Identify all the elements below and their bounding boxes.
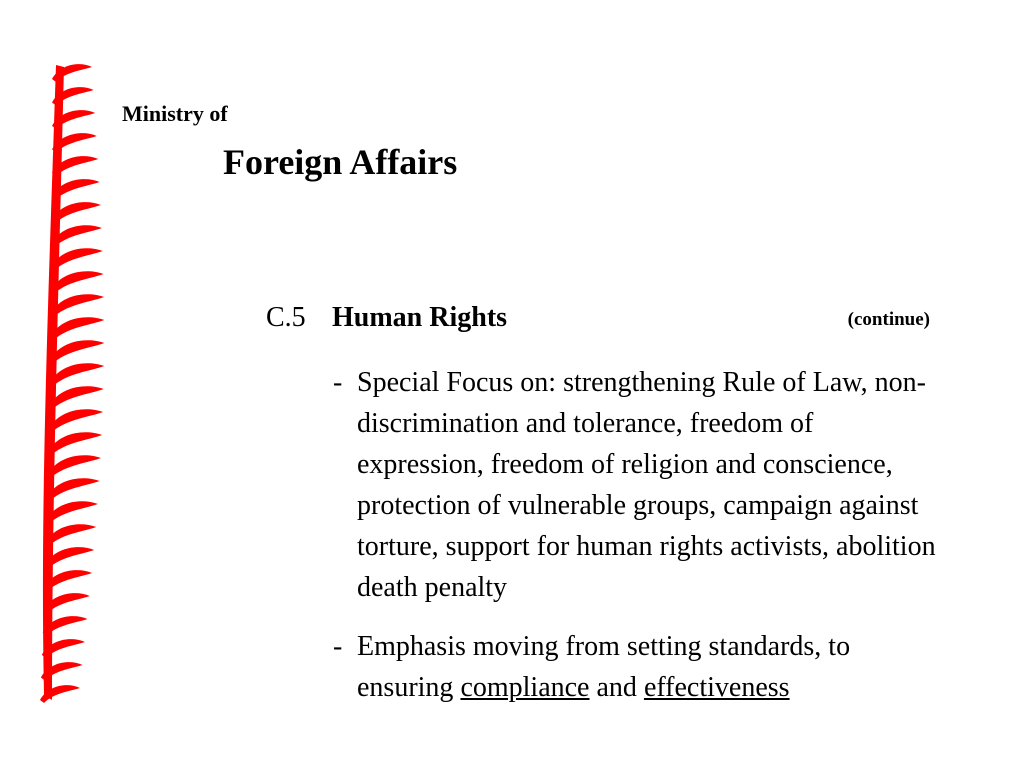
section-heading [266,300,936,340]
logo-stroke [46,524,96,545]
bullet-text-before: Emphasis moving from setting standards, to ensuring [357,631,851,703]
logo-stroke [51,271,103,292]
logo-stroke [47,501,98,522]
logo-stroke [49,409,103,431]
underlined-compliance: compliance [460,672,590,703]
section-title: Human Rights [332,302,508,333]
logo-stroke [48,455,101,476]
header-ministry-of: Ministry of [122,101,228,126]
logo-stroke [51,317,104,339]
bullet-item-emphasis [330,626,940,708]
bullet-dash: - [333,367,343,398]
red-brushstroke-logo-icon [30,55,110,715]
bullet-text-middle: and [589,672,644,703]
logo-stroke [49,432,102,454]
bullet-list [330,362,940,726]
bullet-dash: - [333,631,343,662]
bullet-text: Special Focus on: strengthening Rule of Law, non-discrimination and tolerance, freedom of expression, freedom of religion and conscience, protection of vulnerable groups, campaign against torture, support for human rights activists, abolition death penalty [357,367,936,603]
logo-stroke [51,294,104,315]
logo-stroke [52,248,103,269]
logo-stroke [51,340,105,362]
section-continue-note: (continue) [847,309,930,330]
underlined-effectiveness: effectiveness [643,672,790,703]
section-code: C.5 [266,302,306,333]
header-foreign-affairs: Foreign Affairs [223,142,458,182]
logo-stroke [50,386,104,408]
bullet-item-special-focus [330,362,940,608]
logo-stroke [47,478,99,499]
logo-stroke [50,363,104,385]
